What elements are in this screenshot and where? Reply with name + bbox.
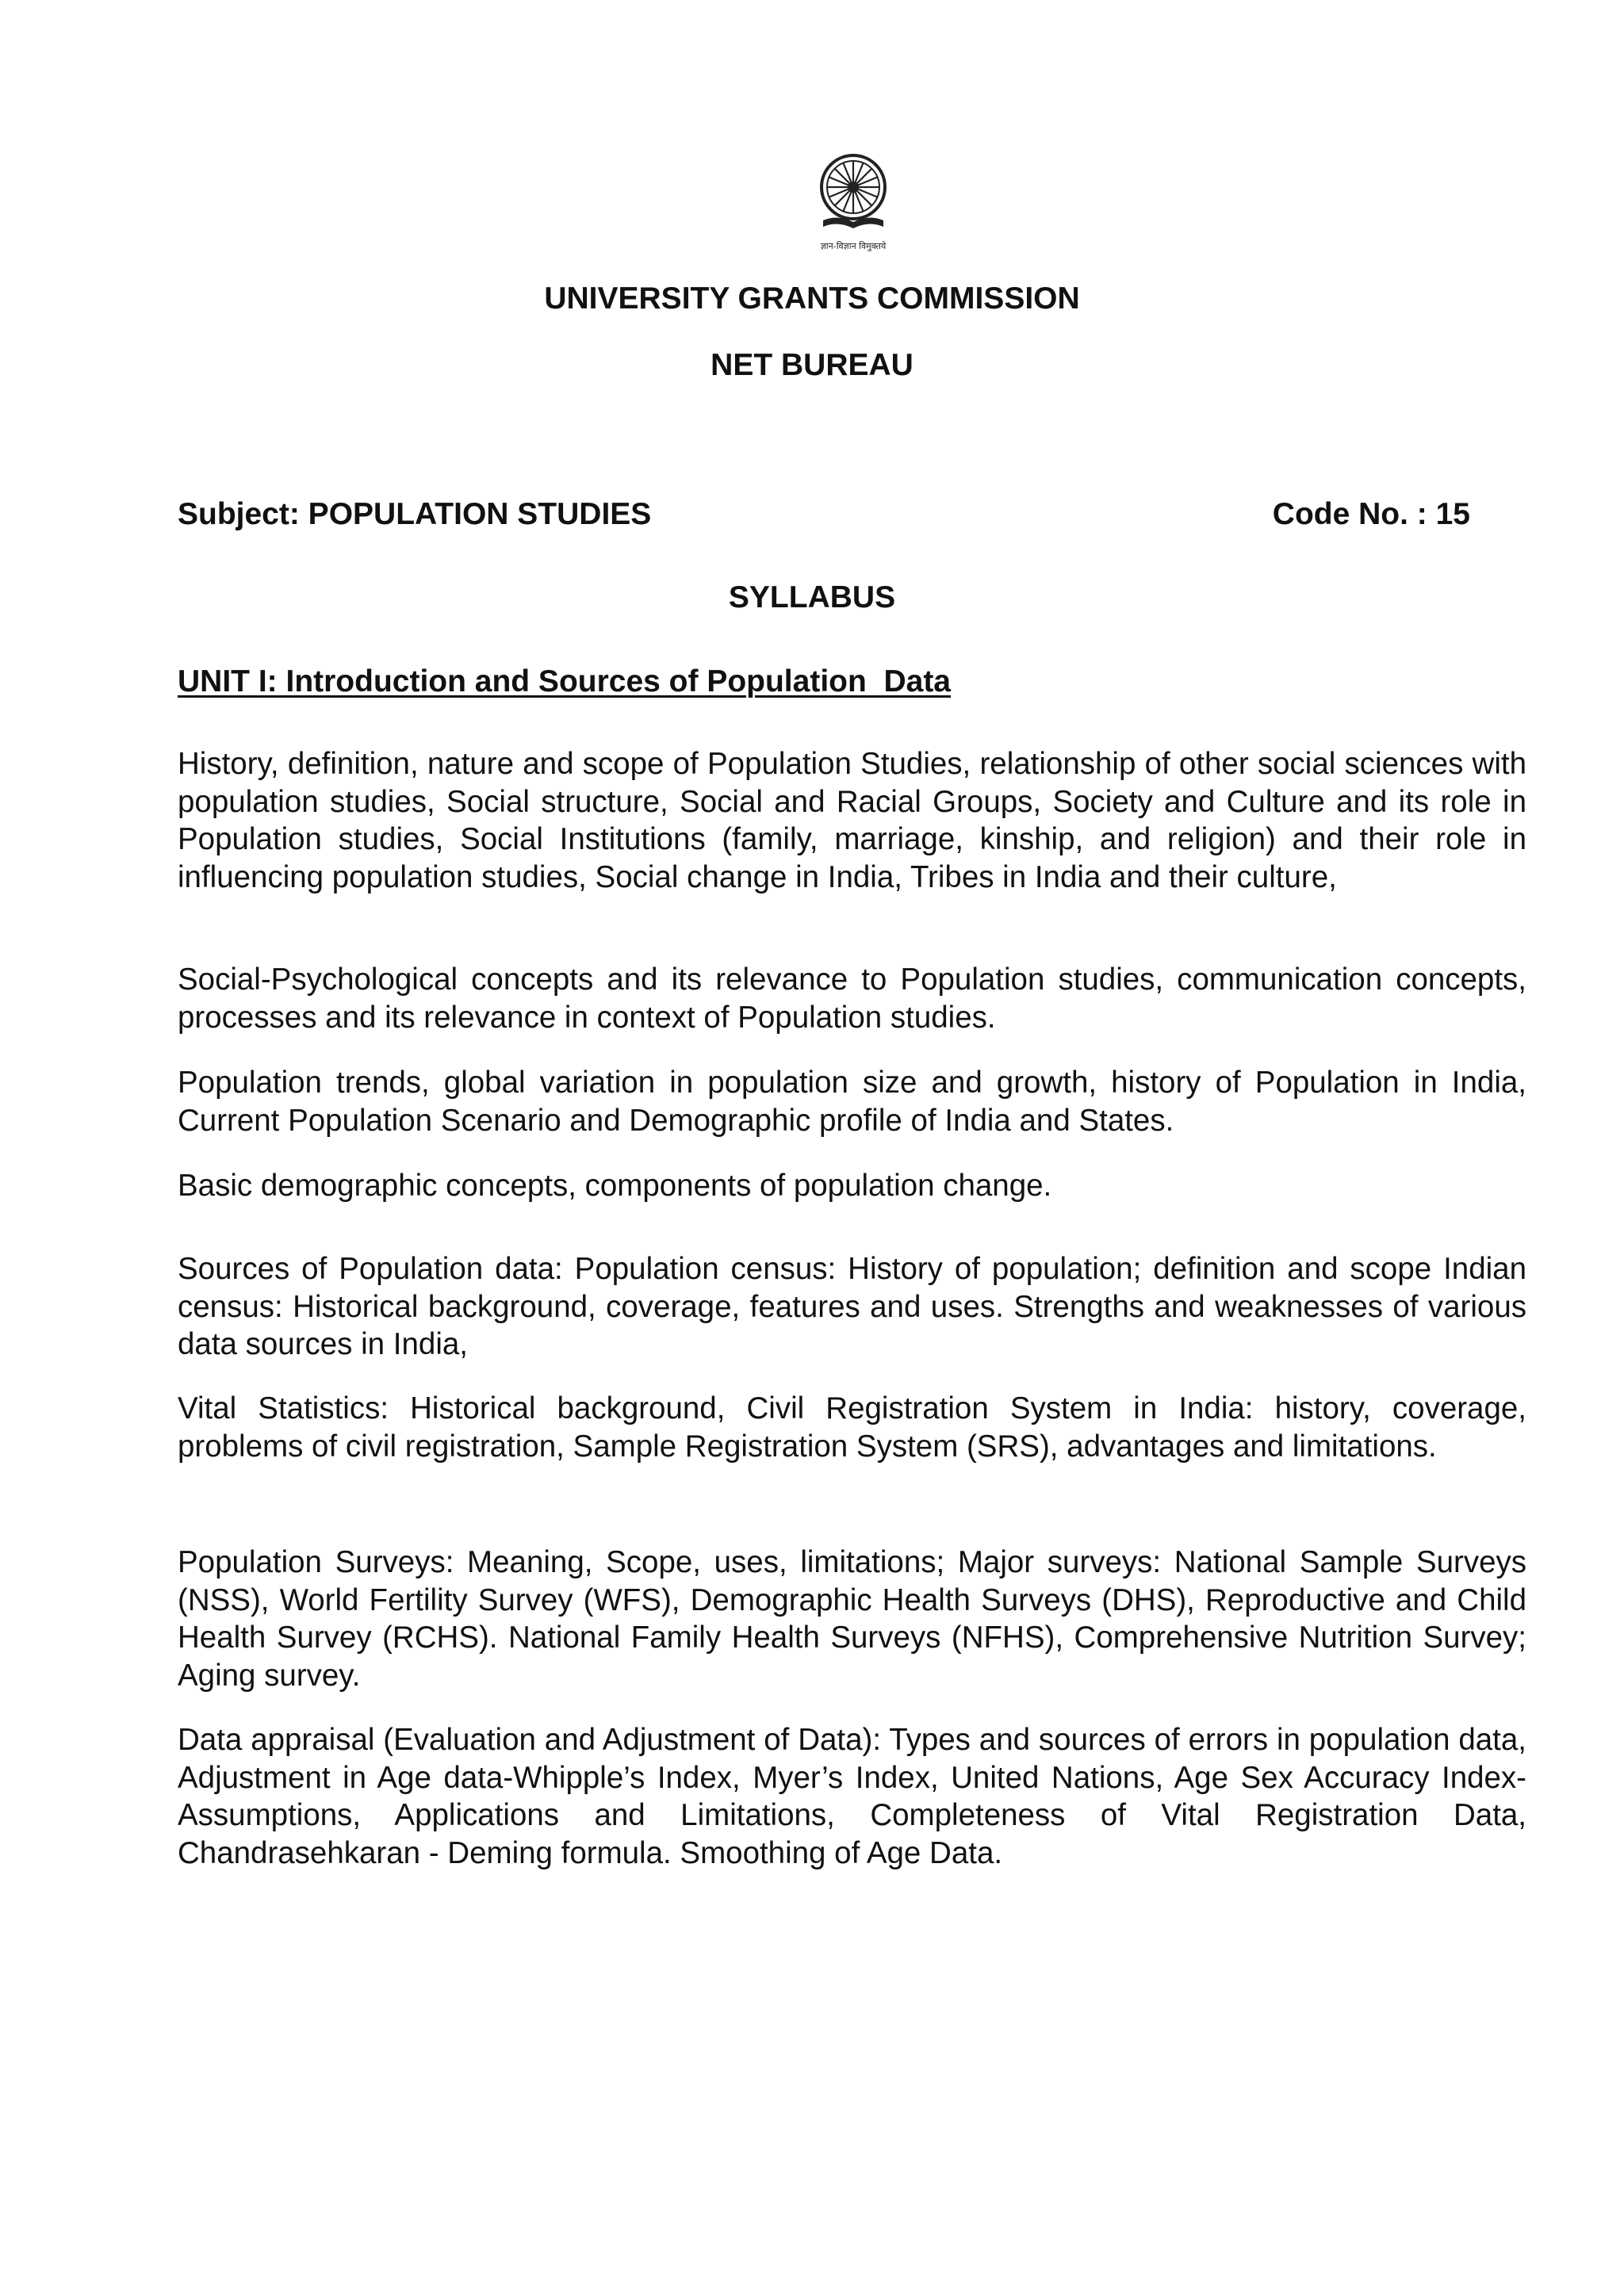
syllabus-heading: SYLLABUS	[728, 580, 896, 614]
ugc-emblem-icon	[806, 147, 901, 258]
unit-title: UNIT I: Introduction and Sources of Population Data	[178, 664, 951, 698]
unit-paragraph-6: Vital Statistics: Historical background, Civil Registration System in India: history, coverage, problems of civil registration, Sample Registration System (SRS), advantages and limitations.	[178, 1391, 1526, 1464]
bureau-title: NET BUREAU	[710, 348, 914, 382]
svg-text:ज्ञान-विज्ञान विमुक्तये: ज्ञान-विज्ञान विमुक्तये	[820, 241, 887, 251]
unit-paragraph-8: Data appraisal (Evaluation and Adjustment of Data): Types and sources of errors in population data, Adjustment in Age data-Whipple’s Index, Myer’s Index, United Nations, Age Sex Accuracy Index-Assumptions, Applications and Limitations, Completeness of Vital Registration Data, Chandrasehkaran - Deming formula. Smoothing of Age Data.	[178, 1723, 1526, 1870]
subject-label: Subject: POPULATION STUDIES	[178, 497, 652, 531]
unit-paragraph-5: Sources of Population data: Population census: History of population; definition and scope Indian census: Historical background, coverage, features and uses. Strengths and weaknesses of various data sources in India,	[178, 1252, 1526, 1361]
unit-paragraph-1: History, definition, nature and scope of Population Studies, relationship of other social sciences with population studies, Social structure, Social and Racial Groups, Society and Culture and its role in Population studies, Social Institutions (family, marriage, kinship, and religion) and their role in influencing population studies, Social change in India, Tribes in India and their culture,	[178, 747, 1526, 894]
unit-paragraph-3: Population trends, global variation in population size and growth, history of Population in India, Current Population Scenario and Demographic profile of India and States.	[178, 1066, 1526, 1138]
unit-paragraph-4: Basic demographic concepts, components of population change.	[178, 1169, 1052, 1203]
organization-title: UNIVERSITY GRANTS COMMISSION	[544, 281, 1080, 316]
unit-paragraph-2: Social-Psychological concepts and its relevance to Population studies, communication concepts, processes and its relevance in context of Population studies.	[178, 962, 1526, 1035]
subject-row	[178, 496, 1470, 534]
unit-paragraph-7: Population Surveys: Meaning, Scope, uses, limitations; Major surveys: National Sample Surveys (NSS), World Fertility Survey (WFS), Demographic Health Surveys (DHS), Reproductive and Child Health Survey (RCHS). National Family Health Surveys (NFHS), Comprehensive Nutrition Survey; Aging survey.	[178, 1545, 1526, 1693]
code-number: Code No. : 15	[1272, 497, 1470, 531]
